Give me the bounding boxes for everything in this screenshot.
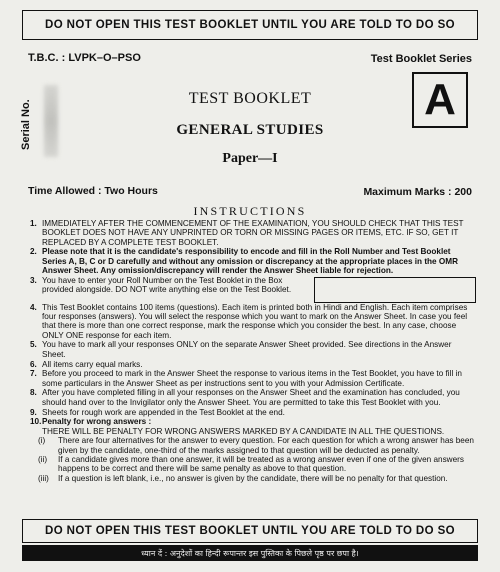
- test-booklet-series-label: Test Booklet Series: [370, 53, 472, 65]
- penalty-title: Penalty for wrong answers :: [42, 417, 152, 427]
- instruction-text: This Test Booklet contains 100 items (questions). Each item is printed both in Hindi and English. Each item comprises four responses (answers). You will select the response which you want to mark on the Answer Sheet. In case you feel that there is more than one correct response, mark the response which you consider the best. In any case, choose ONLY ONE response for each item.: [42, 302, 468, 340]
- hindi-note-bar: [22, 545, 478, 561]
- instruction-text: Sheets for rough work are appended in the Test Booklet at the end.: [42, 407, 285, 417]
- penalty-intro: THERE WILL BE PENALTY FOR WRONG ANSWERS MARKED BY A CANDIDATE IN ALL THE QUESTIONS.: [42, 426, 445, 436]
- penalty-text: If a candidate gives more than one answer, it will be treated as a wrong answer even if one of the given answers happens to be correct and there will be same penalty as above to that question.: [58, 455, 464, 474]
- instruction-item: 5. You have to mark all your responses ONLY on the separate Answer Sheet provided. See directions in the Answer Sheet.: [30, 340, 476, 359]
- instruction-item: 10. Penalty for wrong answers : THERE WILL BE PENALTY FOR WRONG ANSWERS MARKED BY A CANDIDATE IN ALL THE QUESTIONS.: [30, 417, 445, 436]
- instruction-text: Please note that it is the candidate's responsibility to encode and fill in the Roll Number and Test Booklet Series A, B, C or D carefully and without any omission or discrepancy at the appropriate places in the OMR Answer Sheet. Any omission/discrepancy will render the Answer Sheet liable for rejection.: [42, 247, 458, 275]
- instruction-text: You have to mark all your responses ONLY on the separate Answer Sheet provided. See directions in the Answer Sheet.: [42, 340, 452, 359]
- roll-number-box[interactable]: [314, 277, 476, 303]
- penalty-text: There are four alternatives for the answer to every question. For each question for which a wrong answer has been given by the candidate, one-third of the marks assigned to that question will be deducted as penalty.: [58, 436, 474, 455]
- time-allowed: Time Allowed : Two Hours: [28, 185, 158, 197]
- penalty-text: If a question is left blank, i.e., no answer is given by the candidate, there will be no penalty for that question.: [58, 473, 448, 483]
- bottom-warning-text: DO NOT OPEN THIS TEST BOOKLET UNTIL YOU ARE TOLD TO DO SO: [45, 525, 455, 537]
- instruction-item: 1. IMMEDIATELY AFTER THE COMMENCEMENT OF THE EXAMINATION, YOU SHOULD CHECK THAT THIS TEST BOOKLET DOES NOT HAVE ANY UNPRINTED OR TORN OR MISSING PAGES OR ITEMS, ETC. IF SO, GET IT REPLACED BY A COMPLETE TEST BOOKLET.: [30, 219, 476, 247]
- instruction-item: 6. All items carry equal marks.: [30, 360, 476, 369]
- instruction-text: IMMEDIATELY AFTER THE COMMENCEMENT OF THE EXAMINATION, YOU SHOULD CHECK THAT THIS TEST BOOKLET DOES NOT HAVE ANY UNPRINTED OR TORN OR MISSING PAGES OR ITEMS, ETC. IF SO, GET IT REPLACED BY A COMPLETE TEST BOOKLET.: [42, 219, 464, 247]
- penalty-subitem: (iii) If a question is left blank, i.e., no answer is given by the candidate, there will be no penalty for that question.: [38, 474, 476, 483]
- hindi-note-text: ध्यान दें : अनुदेशों का हिन्दी रूपान्तर इस पुस्तिका के पिछले पृष्ठ पर छपा है।: [141, 548, 359, 558]
- top-warning-banner: [22, 10, 478, 40]
- series-letter-box: [412, 72, 468, 128]
- instruction-text: All items carry equal marks.: [42, 359, 143, 369]
- tbc-code: T.B.C. : LVPK–O–PSO: [28, 52, 141, 64]
- booklet-title: TEST BOOKLET: [188, 90, 312, 107]
- instruction-item: 2. Please note that it is the candidate's responsibility to encode and fill in the Roll Number and Test Booklet Series A, B, C or D carefully and without any omission or discrepancy at the appropriate places in the OMR Answer Sheet. Any omission/discrepancy will render the Answer Sheet liable for rejection.: [30, 247, 476, 275]
- instruction-item: 7. Before you proceed to mark in the Answer Sheet the response to various items in the Test Booklet, you have to fill in some particulars in the Answer Sheet as per instructions sent to you with your Admission Certificate.: [30, 369, 476, 388]
- serial-number-label: Serial No.: [20, 99, 32, 150]
- top-warning-text: DO NOT OPEN THIS TEST BOOKLET UNTIL YOU ARE TOLD TO DO SO: [45, 19, 455, 31]
- instruction-item: 4. This Test Booklet contains 100 items (questions). Each item is printed both in Hindi and English. Each item comprises four responses (answers). You will select the response which you want to mark on the Answer Sheet. In case you feel that there is more than one correct response, mark the response which you consider the best. In any case, choose ONLY ONE response for each item.: [30, 303, 476, 340]
- instruction-item: 8. After you have completed filling in all your responses on the Answer Sheet and the examination has concluded, you should hand over to the Invigilator only the Answer Sheet. You are permitted to take this Test Booklet with you.: [30, 388, 476, 407]
- instructions-list: [30, 219, 476, 483]
- instruction-item: 9. Sheets for rough work are appended in the Test Booklet at the end.: [30, 408, 476, 417]
- instruction-text: Before you proceed to mark in the Answer Sheet the response to various items in the Test Booklet, you have to fill in some particulars in the Answer Sheet as per instructions sent to you with your Admission Certificate.: [42, 369, 462, 388]
- instruction-text: You have to enter your Roll Number on the Test Booklet in the Box provided alongside. DO NOT write anything else on the Test Booklet.: [42, 275, 292, 295]
- penalty-subitem: (ii) If a candidate gives more than one answer, it will be treated as a wrong answer even if one of the given answers happens to be correct and there will be same penalty as above to that question.: [38, 455, 476, 474]
- instructions-heading: INSTRUCTIONS: [193, 204, 307, 218]
- series-letter: A: [424, 75, 456, 124]
- penalty-subitem: (i) There are four alternatives for the answer to every question. For each question for which a wrong answer has been given by the candidate, one-third of the marks assigned to that question will be deducted as penalty.: [38, 436, 476, 455]
- subject-title: GENERAL STUDIES: [176, 122, 324, 138]
- instruction-text: After you have completed filling in all your responses on the Answer Sheet and the examination has concluded, you should hand over to the Invigilator only the Answer Sheet. You are permitted to take this Test Booklet with you.: [42, 388, 460, 407]
- instruction-item: 3. You have to enter your Roll Number on the Test Booklet in the Box provided alongside. DO NOT write anything else on the Test Booklet.: [30, 276, 476, 303]
- paper-title: Paper—I: [222, 151, 278, 166]
- maximum-marks: Maximum Marks : 200: [363, 186, 472, 198]
- bottom-warning-banner: [22, 519, 478, 543]
